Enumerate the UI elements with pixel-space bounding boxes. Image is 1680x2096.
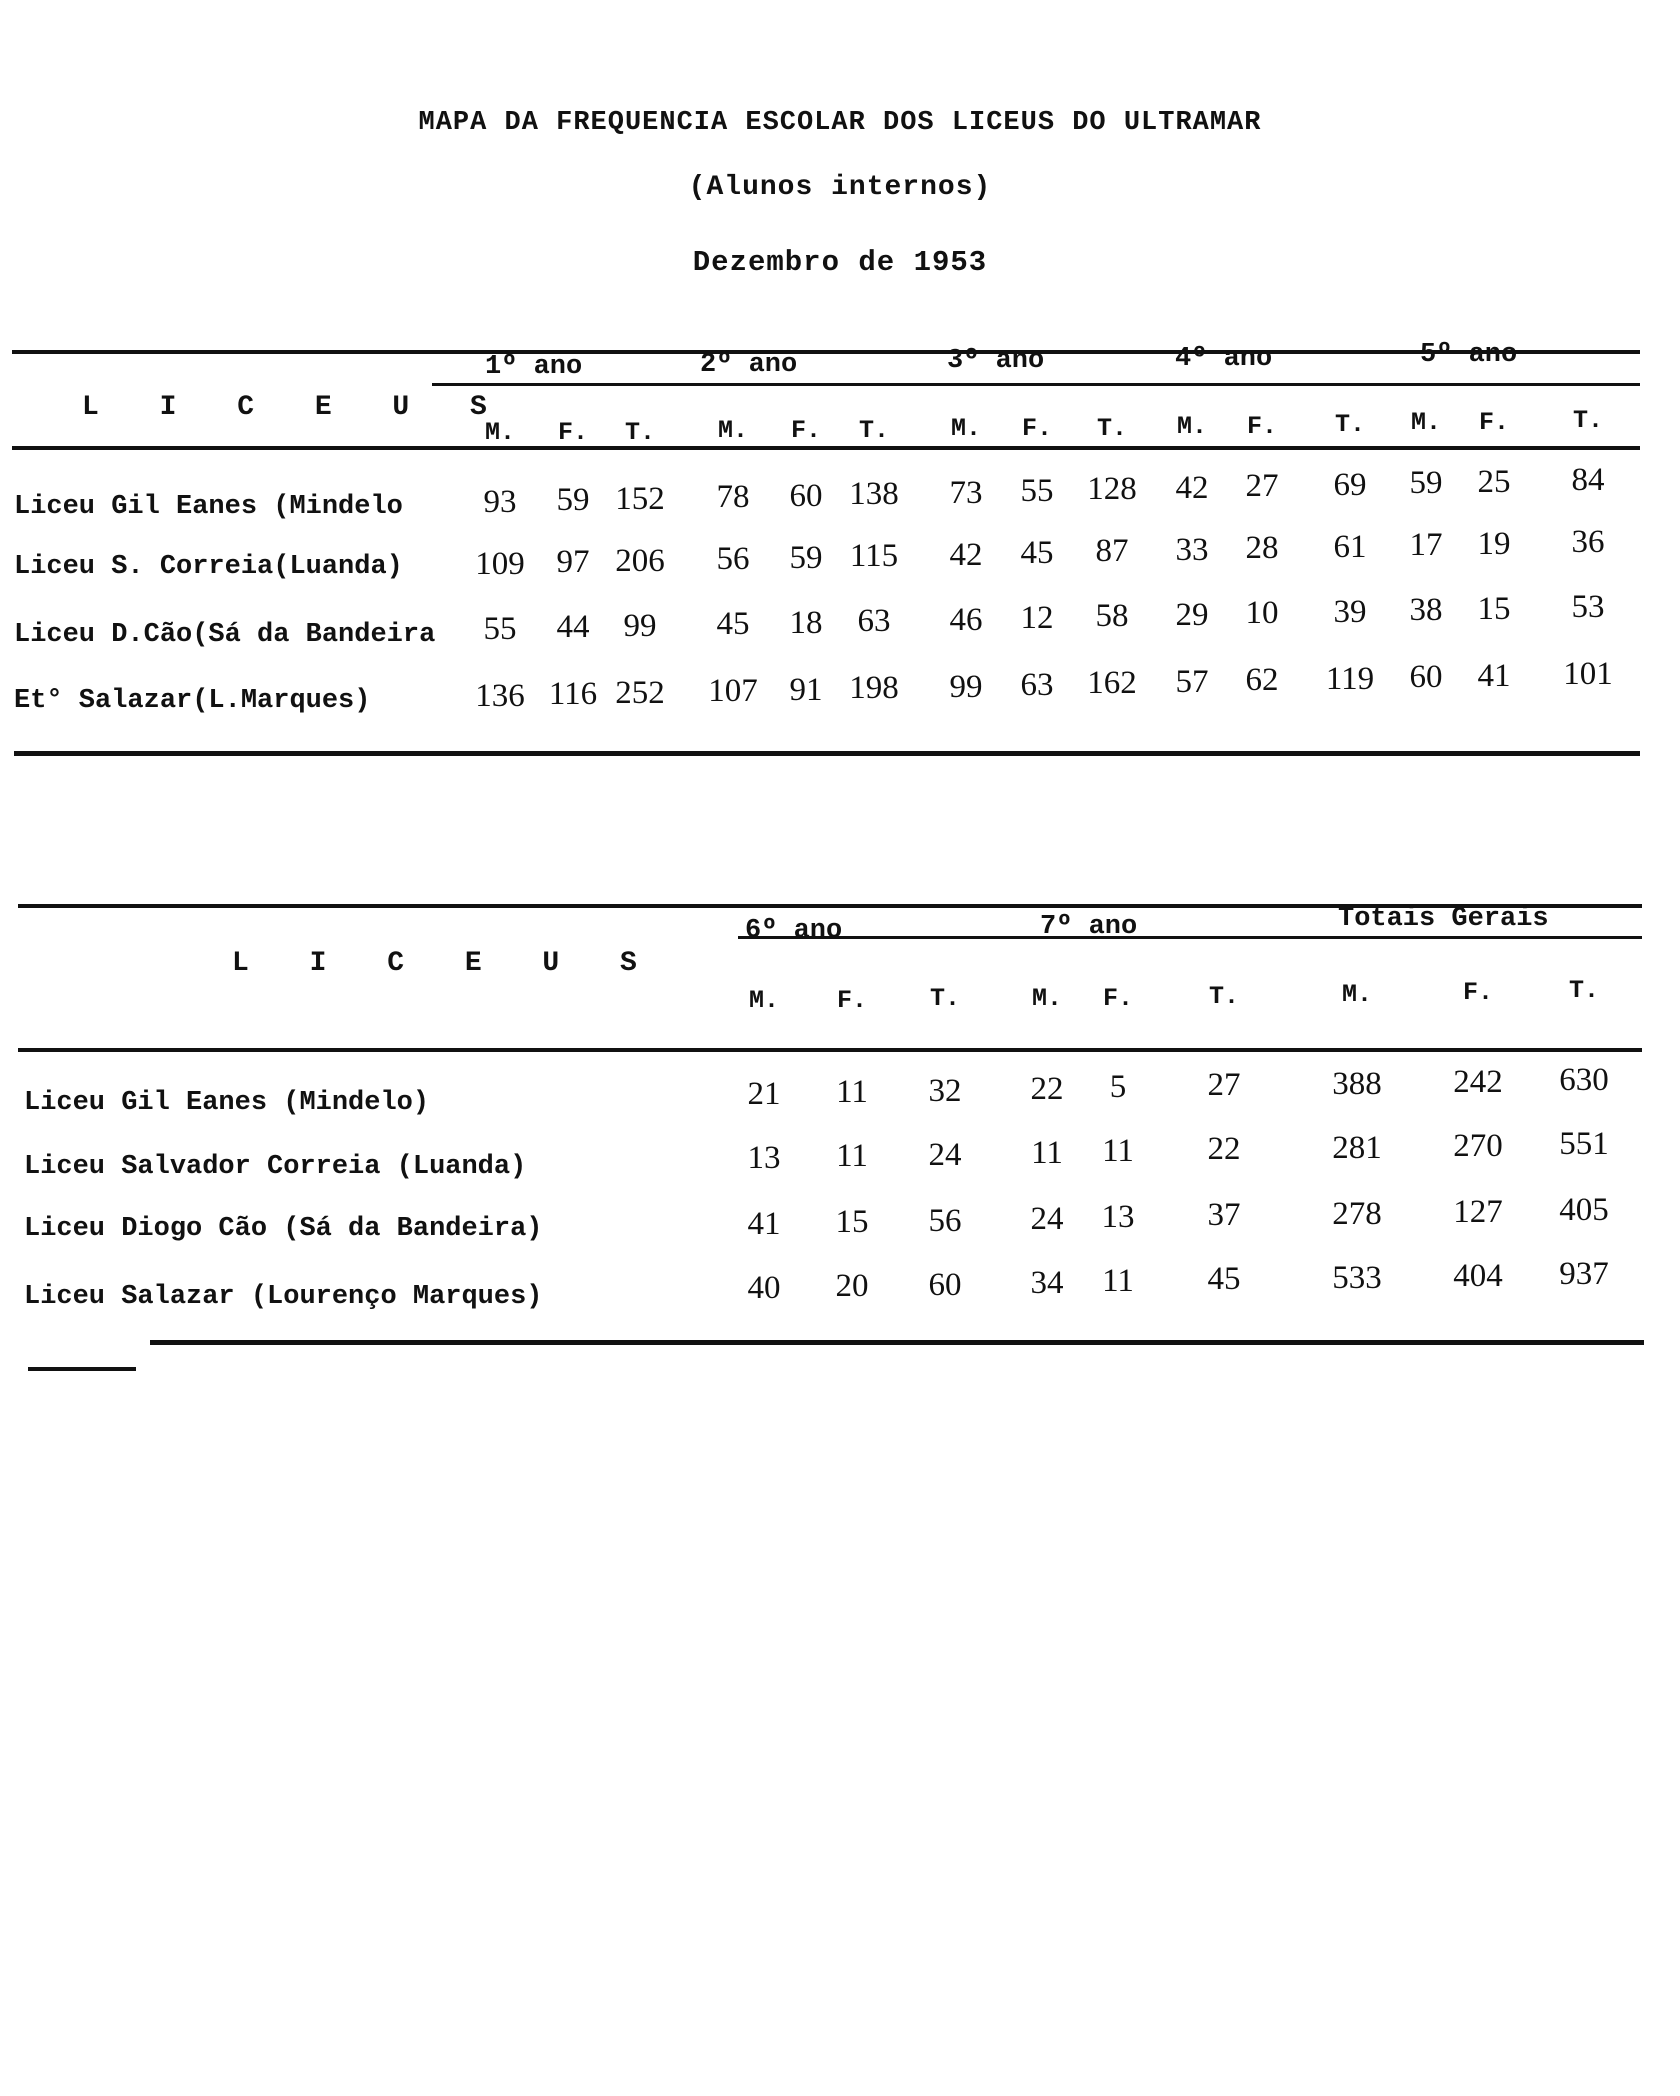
column-header: F. [557,418,589,447]
table-cell-value: 152 [615,481,665,517]
table-cell-value: 73 [949,475,983,511]
table-cell-value: 45 [1207,1261,1241,1297]
table-cell-value: 78 [716,479,750,515]
table-cell-value: 109 [475,546,525,582]
table-cell-value: 93 [483,484,517,520]
table-cell-value: 136 [475,678,525,714]
table-cell-value: 138 [849,476,899,512]
table-cell-value: 32 [928,1073,962,1109]
table-cell-value: 55 [1020,473,1054,509]
table-cell-value: 59 [556,482,590,518]
table-cell-value: 404 [1453,1258,1503,1294]
table2-bottom-rule-left [28,1367,136,1371]
table-cell-value: 63 [1020,667,1054,703]
table-cell-value: 22 [1030,1071,1064,1107]
row-label: Liceu D.Cão(Sá da Bandeira [14,620,436,650]
column-header: T. [1208,982,1240,1011]
table-cell-value: 18 [789,605,823,641]
row-label: Liceu Gil Eanes (Mindelo [14,492,403,522]
table1-bottom-rule [14,751,1640,756]
row-label: Et° Salazar(L.Marques) [14,686,371,716]
table-cell-value: 38 [1409,592,1443,628]
table2-header-rule [18,1048,1642,1052]
table-cell-value: 162 [1087,665,1137,701]
column-header: F. [1246,412,1278,441]
table-cell-value: 551 [1559,1126,1609,1162]
table-cell-value: 36 [1571,524,1605,560]
column-header: F. [1462,978,1494,1007]
table-cell-value: 60 [1409,659,1443,695]
table-cell-value: 29 [1175,597,1209,633]
column-header: F. [1478,408,1510,437]
column-header: M. [1176,412,1208,441]
table-cell-value: 46 [949,602,983,638]
table-cell-value: 119 [1325,661,1375,697]
column-header: F. [1102,984,1134,1013]
table1-top-rule [12,350,1640,354]
table-cell-value: 20 [835,1268,869,1304]
table-cell-value: 45 [716,606,750,642]
table2-bottom-rule [150,1340,1644,1345]
column-header: M. [950,414,982,443]
table1-header-rule [12,446,1640,450]
column-header: M. [1410,408,1442,437]
table1-year-rule [432,383,1640,386]
column-header: M. [1341,980,1373,1009]
table2-year-label: 7º ano [1040,912,1138,942]
table2-row-header: L I C E U S [232,948,659,979]
column-header: M. [484,418,516,447]
table-cell-value: 19 [1477,526,1511,562]
column-header: M. [1031,984,1063,1013]
table-cell-value: 39 [1333,594,1367,630]
table-cell-value: 91 [789,672,823,708]
table-cell-value: 41 [747,1206,781,1242]
table-cell-value: 281 [1332,1130,1382,1166]
table-cell-value: 252 [615,675,665,711]
table-cell-value: 242 [1453,1064,1503,1100]
table-cell-value: 15 [1477,591,1511,627]
table-cell-value: 115 [849,538,899,574]
table-cell-value: 59 [789,540,823,576]
table-cell-value: 15 [835,1204,869,1240]
document-date: Dezembro de 1953 [692,246,988,279]
table-cell-value: 53 [1571,589,1605,625]
table-cell-value: 107 [708,673,758,709]
table-cell-value: 405 [1559,1192,1609,1228]
table1-year-label: 5º ano [1420,340,1518,370]
table-cell-value: 10 [1245,595,1279,631]
table-cell-value: 17 [1409,527,1443,563]
table-cell-value: 60 [789,478,823,514]
row-label: Liceu Salvador Correia (Luanda) [24,1152,527,1182]
table1-year-label: 2º ano [700,350,798,380]
table-cell-value: 99 [949,669,983,705]
document-title: MAPA DA FREQUENCIA ESCOLAR DOS LICEUS DO ULTRAMAR [418,108,1262,138]
column-header: T. [1334,410,1366,439]
column-header: F. [1021,414,1053,443]
table-cell-value: 40 [747,1270,781,1306]
table-cell-value: 630 [1559,1062,1609,1098]
table-cell-value: 12 [1020,600,1054,636]
table-cell-value: 56 [928,1203,962,1239]
table-cell-value: 937 [1559,1256,1609,1292]
column-header: T. [1572,406,1604,435]
table-cell-value: 206 [615,543,665,579]
table-cell-value: 56 [716,541,750,577]
table-cell-value: 127 [1453,1194,1503,1230]
table-cell-value: 99 [623,608,657,644]
column-header: F. [790,416,822,445]
table-cell-value: 11 [836,1074,868,1110]
column-header: M. [717,416,749,445]
table-cell-value: 128 [1087,471,1137,507]
column-header: T. [929,984,961,1013]
table-cell-value: 60 [928,1267,962,1303]
table-cell-value: 37 [1207,1197,1241,1233]
table2-year-label: 6º ano [745,916,843,946]
table-cell-value: 44 [556,609,590,645]
table-cell-value: 25 [1477,464,1511,500]
row-label: Liceu S. Correia(Luanda) [14,552,403,582]
table-cell-value: 63 [857,603,891,639]
table-cell-value: 28 [1245,530,1279,566]
table-cell-value: 101 [1563,656,1613,692]
row-label: Liceu Diogo Cão (Sá da Bandeira) [24,1214,543,1244]
table-cell-value: 11 [1102,1133,1134,1169]
table-cell-value: 22 [1207,1131,1241,1167]
table1-year-label: 3º ano [947,346,1045,376]
table-cell-value: 116 [548,676,598,712]
table-cell-value: 58 [1095,598,1129,634]
table-cell-value: 27 [1245,468,1279,504]
row-label: Liceu Salazar (Lourenço Marques) [24,1282,543,1312]
table-cell-value: 55 [483,611,517,647]
table-cell-value: 87 [1095,533,1129,569]
table-cell-value: 27 [1207,1067,1241,1103]
table-cell-value: 388 [1332,1066,1382,1102]
column-header: T. [1096,414,1128,443]
table-cell-value: 270 [1453,1128,1503,1164]
table-cell-value: 34 [1030,1265,1064,1301]
table-cell-value: 11 [1102,1263,1134,1299]
table-cell-value: 24 [1030,1201,1064,1237]
table1-year-label: 1º ano [485,352,583,382]
table-cell-value: 24 [928,1137,962,1173]
column-header: T. [858,416,890,445]
table-cell-value: 5 [1109,1069,1127,1105]
document-subtitle: (Alunos internos) [688,172,992,203]
table-cell-value: 45 [1020,535,1054,571]
table-cell-value: 278 [1332,1196,1382,1232]
column-header: M. [748,986,780,1015]
table-cell-value: 61 [1333,529,1367,565]
table-cell-value: 57 [1175,664,1209,700]
table1-row-header: L I C E U S [82,392,509,423]
table2-year-label: Totais Gerais [1338,904,1549,934]
table-cell-value: 11 [1031,1135,1063,1171]
table-cell-value: 62 [1245,662,1279,698]
table-cell-value: 11 [836,1138,868,1174]
table2-year-rule [738,936,1642,939]
table-cell-value: 42 [1175,470,1209,506]
table-cell-value: 97 [556,544,590,580]
table-cell-value: 41 [1477,658,1511,694]
table-cell-value: 84 [1571,462,1605,498]
table-cell-value: 42 [949,537,983,573]
column-header: F. [836,986,868,1015]
table-cell-value: 533 [1332,1260,1382,1296]
table-cell-value: 198 [849,670,899,706]
table-cell-value: 13 [1101,1199,1135,1235]
column-header: T. [624,418,656,447]
table-cell-value: 13 [747,1140,781,1176]
table1-year-label: 4º ano [1175,344,1273,374]
table-cell-value: 33 [1175,532,1209,568]
column-header: T. [1568,976,1600,1005]
row-label: Liceu Gil Eanes (Mindelo) [24,1088,430,1118]
table-cell-value: 21 [747,1076,781,1112]
table-cell-value: 69 [1333,467,1367,503]
table-cell-value: 59 [1409,465,1443,501]
